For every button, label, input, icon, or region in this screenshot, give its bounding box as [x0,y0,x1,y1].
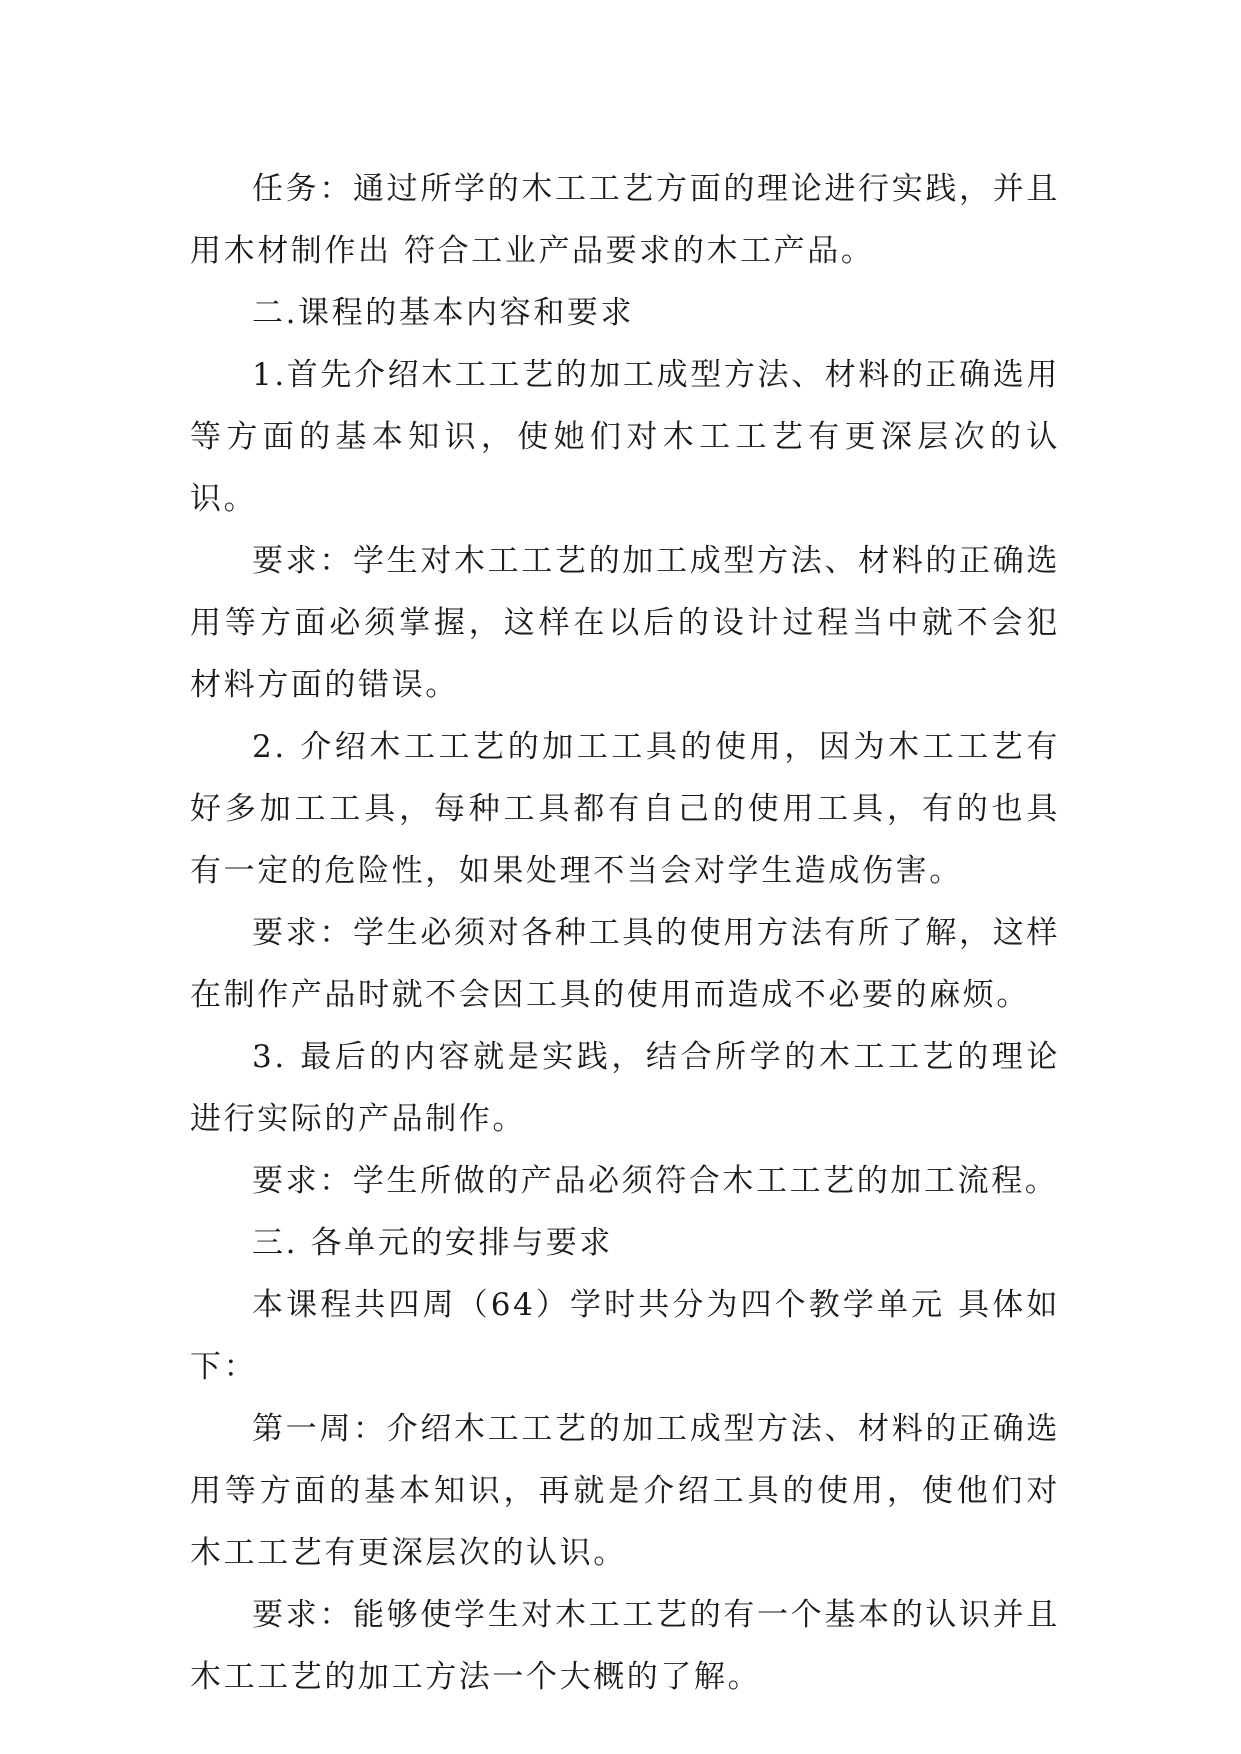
heading-section-3: 三. 各单元的安排与要求 [252,1225,613,1261]
paragraph-requirement-week-1: 要求：能够使学生对木工工艺的有一个基本的认识并且木工工艺的加工方法一个大概的了解。 [190,1597,1060,1695]
document-body [190,158,1060,1708]
paragraph-course-overview: 本课程共四周（64）学时共分为四个教学单元 具体如下： [190,1287,1060,1385]
paragraph-requirement-3: 要求：学生所做的产品必须符合木工工艺的加工流程。 [252,1163,1059,1199]
paragraph-item-2: 2. 介绍木工工艺的加工工具的使用，因为木工工艺有好多加工工具，每种工具都有自己的使用工具，有的也具有一定的危险性，如果处理不当会对学生造成伤害。 [190,729,1060,889]
paragraph-item-3: 3. 最后的内容就是实践，结合所学的木工工艺的理论进行实际的产品制作。 [190,1039,1060,1137]
paragraph-week-1: 第一周：介绍木工工艺的加工成型方法、材料的正确选用等方面的基本知识，再就是介绍工具的使用，使他们对木工工艺有更深层次的认识。 [190,1411,1060,1571]
paragraph-item-1: 1.首先介绍木工工艺的加工成型方法、材料的正确选用等方面的基本知识，使她们对木工工艺有更深层次的认识。 [190,357,1060,517]
paragraph-task: 任务：通过所学的木工工艺方面的理论进行实践，并且用木材制作出 符合工业产品要求的木工产品。 [190,171,1060,269]
paragraph-requirement-2: 要求：学生必须对各种工具的使用方法有所了解，这样在制作产品时就不会因工具的使用而造成不必要的麻烦。 [190,915,1060,1013]
paragraph-requirement-1: 要求：学生对木工工艺的加工成型方法、材料的正确选用等方面必须掌握，这样在以后的设计过程当中就不会犯材料方面的错误。 [190,543,1060,703]
heading-section-2: 二.课程的基本内容和要求 [252,295,635,331]
